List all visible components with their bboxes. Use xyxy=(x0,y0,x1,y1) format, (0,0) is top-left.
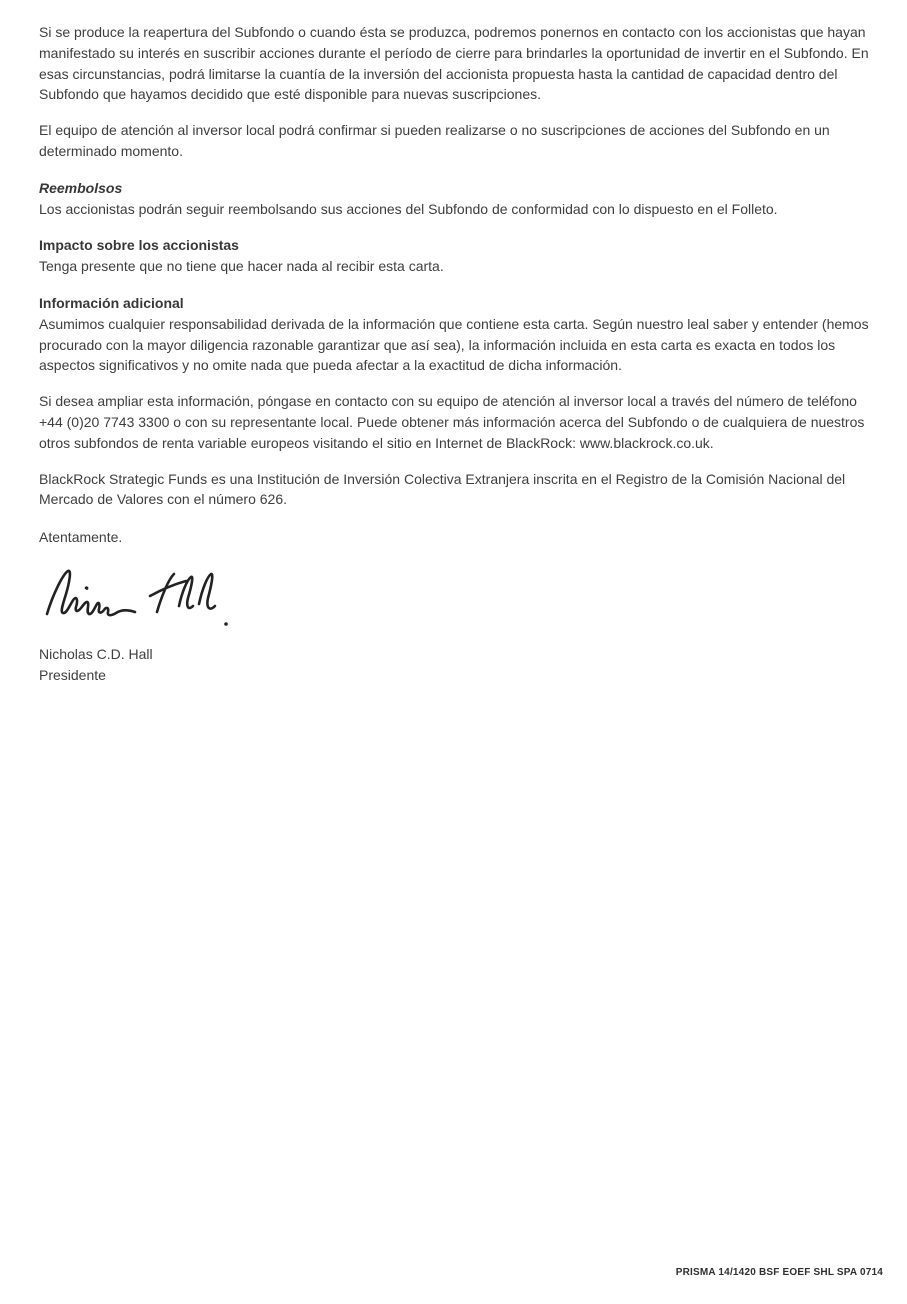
signature-image xyxy=(39,560,249,636)
section-heading-informacion-adicional: Información adicional xyxy=(39,294,184,311)
section-heading-reembolsos: Reembolsos xyxy=(39,179,123,196)
section-paragraph-informacion-2: Si desea ampliar esta información, póngase en contacto con su equipo de atención al inversor local a través del número de teléfono +44 (0)20 7743 3300 o con su representante local. Puede obtener más información acerca del Subfondo o de cualquiera de nuestros otros subfondos de renta variable europeos visitando el sitio en Internet de BlackRock: www.blackrock.co.uk. xyxy=(39,393,865,451)
intro-paragraph-1: Si se produce la reapertura del Subfondo o cuando ésta se produzca, podremos ponernos en contacto con los accionistas que hayan manifestado su interés en suscribir acciones durante el período de cierre para brindarles la oportunidad de invertir en el Subfondo. En esas circunstancias, podrá limitarse la cuantía de la inversión del accionista propuesta hasta la cantidad de capacidad dentro del Subfondo que hayamos decidido que esté disponible para nuevas suscripciones. xyxy=(39,24,869,103)
intro-paragraph-2: El equipo de atención al inversor local podrá confirmar si pueden realizarse o no suscripciones de acciones del Subfondo en un determinado momento. xyxy=(39,122,830,159)
signer-title: Presidente xyxy=(39,666,106,683)
document-code: PRISMA 14/1420 BSF EOEF SHL SPA 0714 xyxy=(675,1267,883,1279)
section-paragraph-informacion-1: Asumimos cualquier responsabilidad derivada de la información que contiene esta carta. Según nuestro leal saber y entender (hemos procurado con la mayor diligencia razonable garantizar que así sea), la información incluida en esta carta es exacta en todos los aspectos significativos y no omite nada que pueda afectar a la exactitud de dicha información. xyxy=(39,315,869,374)
closing-salutation: Atentamente. xyxy=(39,529,123,546)
signer-name: Nicholas C.D. Hall xyxy=(39,645,153,662)
section-paragraph-informacion-3: BlackRock Strategic Funds es una Institución de Inversión Colectiva Extranjera inscrita en el Registro de la Comisión Nacional del Mercado de Valores con el número 626. xyxy=(39,470,846,508)
section-heading-impacto: Impacto sobre los accionistas xyxy=(39,237,239,254)
section-paragraph-reembolsos: Los accionistas podrán seguir reembolsando sus acciones del Subfondo de conformidad con lo dispuesto en el Folleto. xyxy=(39,200,778,217)
section-paragraph-impacto: Tenga presente que no tiene que hacer nada al recibir esta carta. xyxy=(39,258,444,275)
